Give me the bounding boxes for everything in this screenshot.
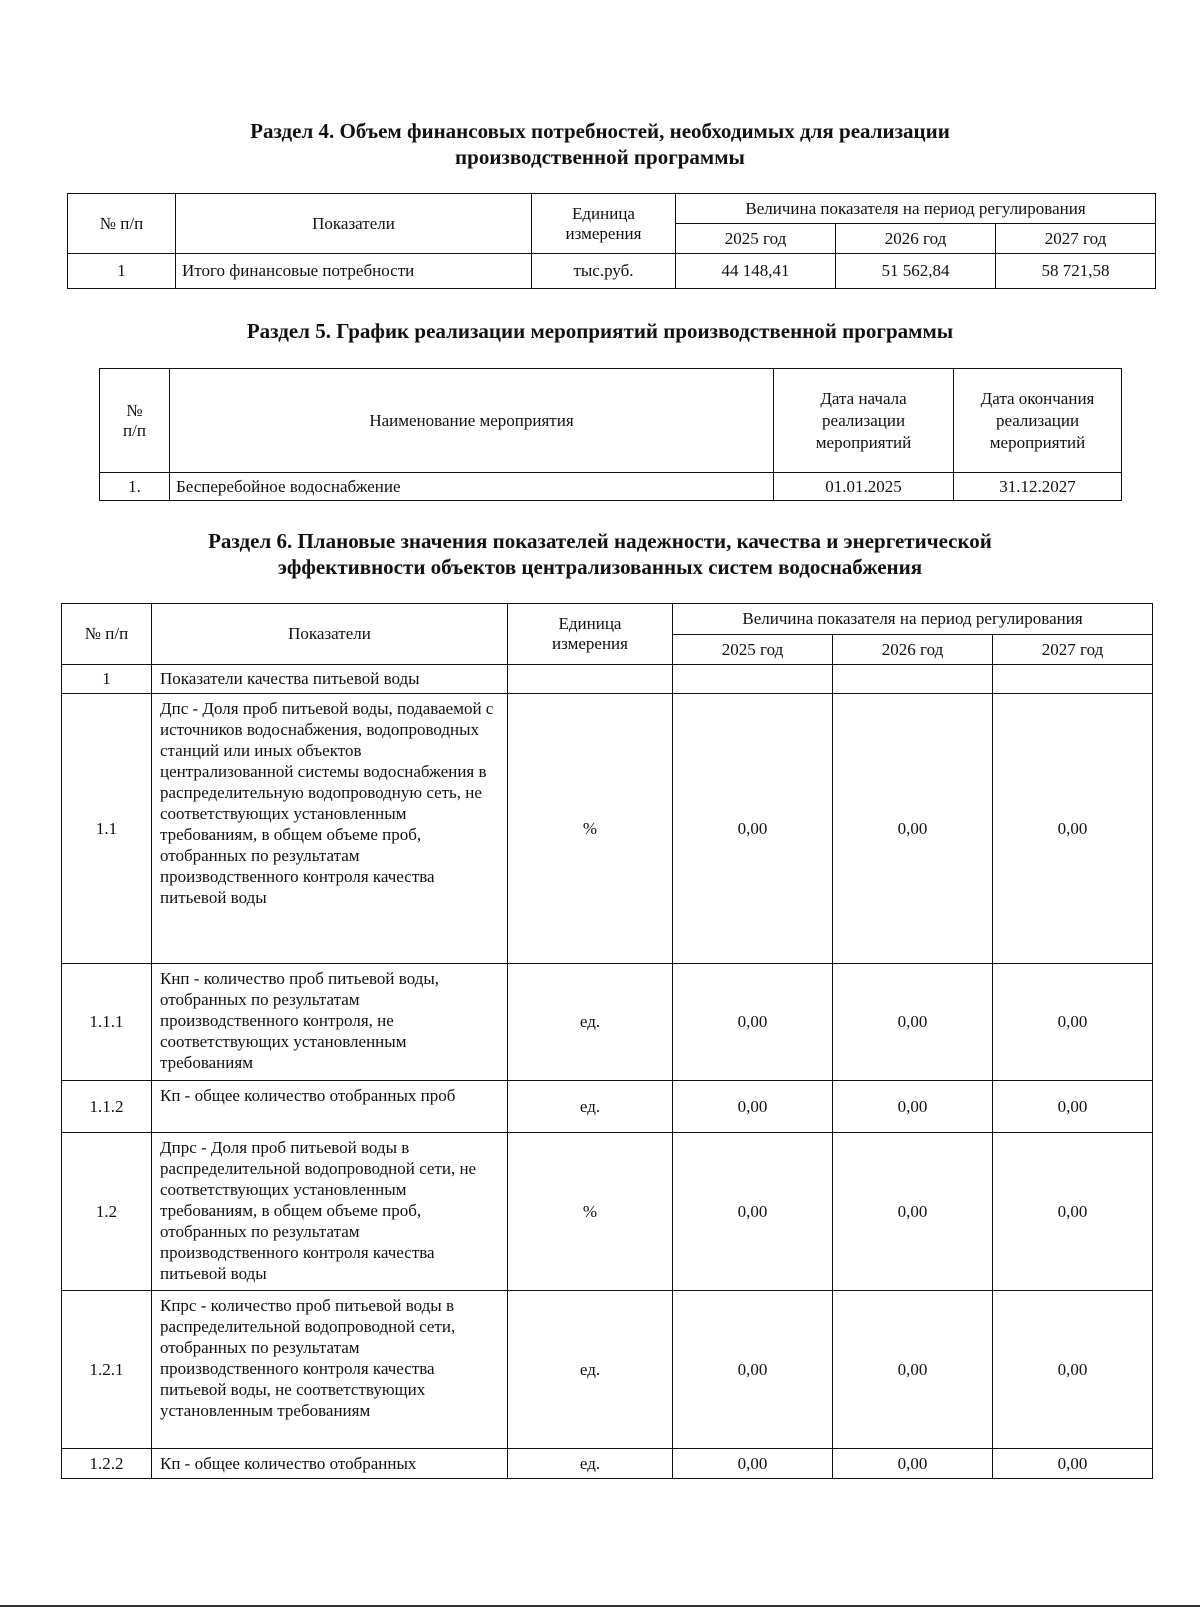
s4-header-period: Величина показателя на период регулирования	[676, 194, 1156, 224]
s6-row-name: Кп - общее количество отобранных	[152, 1449, 508, 1479]
s6-row-value-2025: 0,00	[673, 1133, 833, 1291]
s6-header-unit-line1: Единица	[558, 614, 622, 633]
s6-row-value-2026: 0,00	[833, 1449, 993, 1479]
s4-header-unit	[532, 194, 676, 254]
s5-header-num	[100, 369, 170, 473]
s6-row-value-2026	[833, 665, 993, 694]
s4-row-value-2025: 44 148,41	[676, 254, 836, 289]
s5-header-start-line2: реализации	[821, 410, 906, 430]
s5-header-start	[774, 369, 954, 473]
s6-row-value-2026: 0,00	[833, 1291, 993, 1449]
s6-header-year-2025: 2025 год	[673, 635, 833, 665]
s6-row-value-2027: 0,00	[993, 1133, 1153, 1291]
s6-row-name: Кнп - количество проб питьевой воды, отобранных по результатам производственного контроля, не соответствующих установленным требованиям	[152, 964, 508, 1081]
s4-row-value-2026: 51 562,84	[836, 254, 996, 289]
s5-row-name: Бесперебойное водоснабжение	[170, 473, 774, 501]
s6-row-unit: ед.	[508, 964, 673, 1081]
s5-header-num-line1: №	[126, 400, 143, 420]
s6-row-value-2025: 0,00	[673, 1449, 833, 1479]
s6-row-num: 1.1	[62, 694, 152, 964]
s4-row-name: Итого финансовые потребности	[176, 254, 532, 289]
table-row	[62, 1291, 1153, 1449]
s4-header-year-2025: 2025 год	[676, 224, 836, 254]
s5-header-name: Наименование мероприятия	[170, 369, 774, 473]
section-6-title-line1: Раздел 6. Плановые значения показателей надежности, качества и энергетической	[208, 529, 992, 553]
s5-row-end: 31.12.2027	[954, 473, 1122, 501]
s6-row-value-2027: 0,00	[993, 964, 1153, 1081]
s5-header-end-line3: мероприятий	[989, 432, 1086, 452]
s5-row-num: 1.	[100, 473, 170, 501]
table-row	[100, 473, 1122, 501]
s6-header-period: Величина показателя на период регулирования	[673, 604, 1153, 635]
s5-header-start-line1: Дата начала	[820, 388, 907, 408]
section-6-title-line2: эффективности объектов централизованных систем водоснабжения	[277, 555, 923, 579]
table-row	[62, 964, 1153, 1081]
s6-header-unit-line2: измерения	[552, 634, 628, 653]
s6-row-value-2026: 0,00	[833, 964, 993, 1081]
s6-header-unit	[508, 604, 673, 665]
s6-row-value-2026: 0,00	[833, 694, 993, 964]
s6-row-name: Кпрс - количество проб питьевой воды в распределительной водопроводной сети, отобранных по результатам производственного контроля качества питьевой воды, не соответствующих установленным требованиям	[152, 1291, 508, 1449]
section-4-title-line2: производственной программы	[455, 145, 745, 169]
s4-header-year-2026: 2026 год	[836, 224, 996, 254]
s6-header-year-2026: 2026 год	[833, 635, 993, 665]
s6-row-value-2026: 0,00	[833, 1133, 993, 1291]
s6-row-value-2025: 0,00	[673, 694, 833, 964]
s6-row-unit: ед.	[508, 1291, 673, 1449]
s6-row-num: 1.2	[62, 1133, 152, 1291]
s4-header-indicator: Показатели	[176, 194, 532, 254]
s6-row-value-2025: 0,00	[673, 1291, 833, 1449]
s4-header-num: № п/п	[68, 194, 176, 254]
s6-row-num: 1	[62, 665, 152, 694]
section-5-table	[99, 368, 1122, 501]
scan-edge-line	[0, 1605, 1200, 1607]
s4-header-unit-line1: Единица	[572, 203, 635, 223]
s6-row-value-2027: 0,00	[993, 694, 1153, 964]
section-4-title	[0, 118, 1200, 170]
s6-header-year-2027: 2027 год	[993, 635, 1153, 665]
s5-header-end	[954, 369, 1122, 473]
s6-row-num: 1.1.2	[62, 1081, 152, 1133]
s6-row-unit	[508, 665, 673, 694]
table-row	[62, 1081, 1153, 1133]
s6-row-value-2025: 0,00	[673, 1081, 833, 1133]
s6-row-num: 1.1.1	[62, 964, 152, 1081]
s6-row-name: Дпрс - Доля проб питьевой воды в распределительной водопроводной сети, не соответствующих установленным требованиям, в общем объеме проб, отобранных по результатам производственного контроля качества питьевой воды	[152, 1133, 508, 1291]
table-row	[62, 1449, 1153, 1479]
section-4-title-line1: Раздел 4. Объем финансовых потребностей, необходимых для реализации	[250, 119, 950, 143]
s6-row-value-2025: 0,00	[673, 964, 833, 1081]
s4-row-num: 1	[68, 254, 176, 289]
s5-header-num-line2: п/п	[123, 420, 146, 440]
s5-header-end-line1: Дата окончания	[980, 388, 1095, 408]
s6-row-value-2027: 0,00	[993, 1291, 1153, 1449]
table-row	[62, 1133, 1153, 1291]
s4-row-value-2027: 58 721,58	[996, 254, 1156, 289]
s5-header-start-line3: мероприятий	[815, 432, 912, 452]
s6-row-unit: ед.	[508, 1081, 673, 1133]
s5-header-end-line2: реализации	[995, 410, 1080, 430]
s6-header-indicator: Показатели	[152, 604, 508, 665]
s6-row-unit: ед.	[508, 1449, 673, 1479]
s6-row-value-2027	[993, 665, 1153, 694]
s6-header-num: № п/п	[62, 604, 152, 665]
section-6-title	[0, 528, 1200, 580]
s6-row-num: 1.2.2	[62, 1449, 152, 1479]
table-row	[68, 254, 1156, 289]
s6-row-name: Кп - общее количество отобранных проб	[152, 1081, 508, 1133]
s6-row-name: Показатели качества питьевой воды	[152, 665, 508, 694]
s6-row-name: Дпс - Доля проб питьевой воды, подаваемой с источников водоснабжения, водопроводных станций или иных объектов централизованной системы водоснабжения в распределительную водопроводную сеть, не соответствующих установленным требованиям, в общем объеме проб, отобранных по результатам производственного контроля качества питьевой воды	[152, 694, 508, 964]
table-row	[62, 665, 1153, 694]
s6-row-value-2027: 0,00	[993, 1081, 1153, 1133]
s6-row-value-2027: 0,00	[993, 1449, 1153, 1479]
s6-row-num: 1.2.1	[62, 1291, 152, 1449]
table-row	[62, 694, 1153, 964]
s4-row-unit: тыс.руб.	[532, 254, 676, 289]
s6-row-value-2026: 0,00	[833, 1081, 993, 1133]
section-6-table	[61, 603, 1153, 1479]
s6-row-unit: %	[508, 694, 673, 964]
section-4-table	[67, 193, 1156, 289]
s4-header-unit-line2: измерения	[565, 223, 642, 243]
s4-header-year-2027: 2027 год	[996, 224, 1156, 254]
s6-row-value-2025	[673, 665, 833, 694]
s6-row-unit: %	[508, 1133, 673, 1291]
s5-row-start: 01.01.2025	[774, 473, 954, 501]
section-5-title: Раздел 5. График реализации мероприятий производственной программы	[246, 319, 954, 343]
